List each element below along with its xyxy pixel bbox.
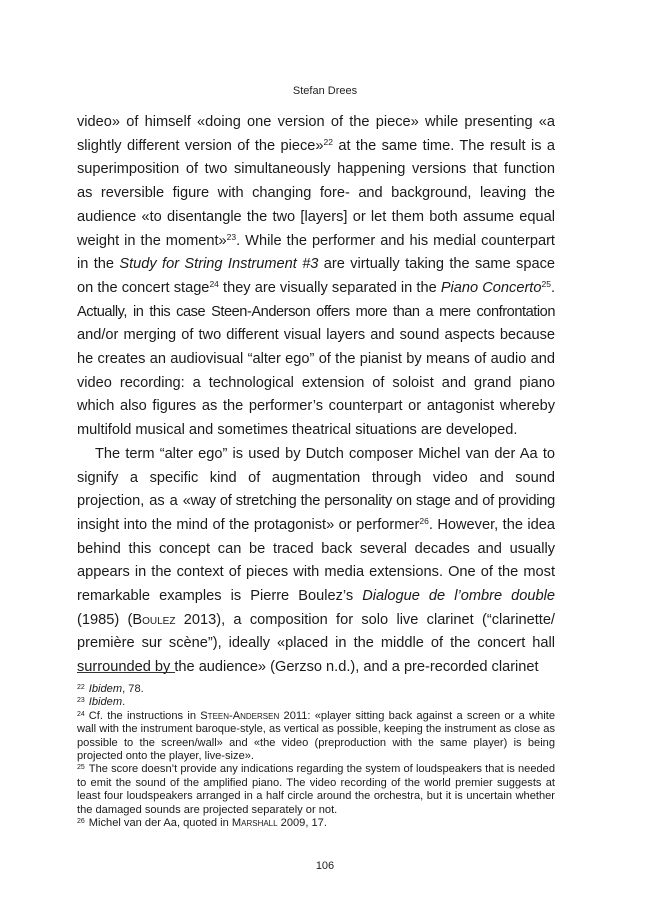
work-title: Study for String Instrument #3 <box>119 256 319 273</box>
text-run: at the same time. The result is a superimposition of two simultaneously happening versions that function as reversible figure with changing fore- and background, leaving the audience «to disentangle the two [layers] or let them both assume equal weight in the moment» <box>77 137 556 249</box>
footnote-text: Ibidem <box>88 683 123 695</box>
text-run: «way of stretching the personality on stage and of providing <box>182 493 555 510</box>
text-run: video» of himself «doing one version of the piece» while presenting «a slightly different version of the piece» <box>77 114 555 154</box>
footnote-text: 2009, 17. <box>277 817 327 830</box>
text-run: The term “alter ego” is used by Dutch composer Michel van der Aa to signify a specific kind of augmentation through video and sound projection, as a <box>77 445 555 510</box>
footnote-number: 26 <box>77 818 85 826</box>
footnote-24 <box>77 710 555 764</box>
text-run: they are visually separated in the <box>218 279 441 296</box>
footnote-text: Cf. the instructions in <box>88 709 201 722</box>
footnote-text: The score doesn’t provide any indications regarding the system of loudspeakers that is needed to emit the sound of the amplified piano. The video recording of the world premier suggests at least four loudspeakers arranged in a half circle around the orchestra, but it is uncertain whether the damaged sounds are projected separately or not. <box>77 763 555 816</box>
text-run: are virtually taking the same space on the concert stage <box>77 256 555 296</box>
author-name: Boulez <box>132 611 176 628</box>
text-run: . While the performer and his medial counterpart in the <box>77 232 555 273</box>
footnote-22 <box>77 683 555 696</box>
footnote-ref-24[interactable]: 24 <box>209 278 219 289</box>
footnote-number: 23 <box>77 697 85 705</box>
footnote-number: 22 <box>77 684 85 691</box>
footnote-text: Michel van der Aa, quoted in <box>88 817 232 830</box>
work-title: Piano Concerto <box>440 279 542 296</box>
footnote-text: 2011: «player sitting back against a screen or a white wall with the instrument baroque-style, as vertical as possible, keeping the instrument as close as possible to the screen/wall» and «the video (preproduction with the same player) is being projected onto the player, live-size». <box>77 709 555 763</box>
text-run: (1985) ( <box>77 611 133 628</box>
footnote-23 <box>77 696 555 709</box>
footnote-number: 24 <box>77 710 85 718</box>
footnote-ref-22[interactable]: 22 <box>323 136 333 147</box>
footnote-ref-23[interactable]: 23 <box>226 231 237 242</box>
footnote-number: 25 <box>77 764 85 772</box>
text-run: . However, the idea behind this concept can be traced back several decades and usually appears in the context of pieces with media extensions. One of the most remarkable examples is Pierre Boulez’s <box>77 516 555 605</box>
work-title: Dialogue de l’ombre double <box>362 588 555 605</box>
footnote-ref-25[interactable]: 25 <box>541 278 551 289</box>
text-run: 2013), a composition for solo live clarinet (“clarinette/ première sur scène”), ideally «placed in the middle of the concert hall surrounded by the audience» (Gerzso n.d.), and a pre-recorded clarinet <box>77 611 555 676</box>
text-run: . <box>550 279 556 296</box>
body-text <box>77 111 555 680</box>
paragraph-2 <box>77 443 555 680</box>
page-number: 106 <box>315 860 335 872</box>
footnote-ref-26[interactable]: 26 <box>419 515 429 526</box>
footnote-separator <box>77 672 175 673</box>
footnotes <box>77 683 555 830</box>
author-name: Steen-Andersen <box>200 709 280 722</box>
running-head: Stefan Drees <box>292 85 358 97</box>
footnote-text: Ibidem <box>88 696 123 709</box>
footnote-26 <box>77 817 555 830</box>
author-name: Marshall <box>231 817 278 830</box>
text-run: Actually, in this case Steen-Anderson offers more than a mere confrontation <box>77 303 555 320</box>
paragraph-1 <box>77 111 555 443</box>
text-run: insight into the mind of the protagonist» or performer <box>77 516 420 533</box>
text-run: and/or merging of two different visual layers and sound aspects because he creates an audiovisual “alter ego” of the pianist by means of audio and video recording: a technological extension of soloist and grand piano which also figures as the performer’s counterpart or antagonist whereby multifold musical and sometimes theatrical situations are developed. <box>77 327 555 439</box>
footnote-text: . <box>122 696 126 709</box>
footnote-text: , 78. <box>122 683 144 695</box>
footnote-25 <box>77 763 555 817</box>
